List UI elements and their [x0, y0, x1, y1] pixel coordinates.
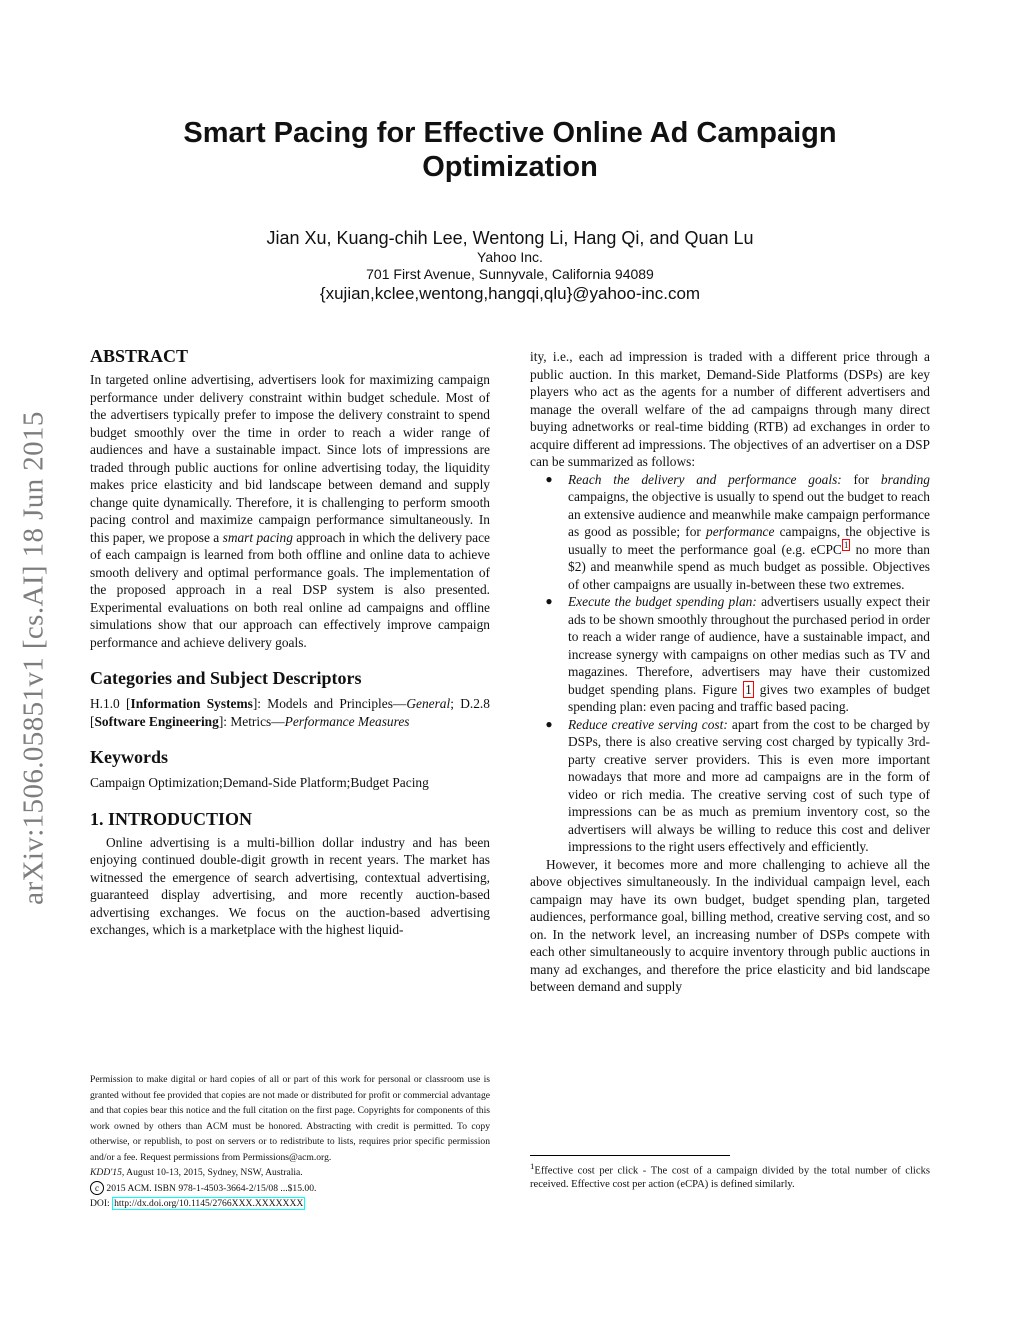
email-list: {xujian,kclee,wentong,hangqi,qlu}@yahoo-inc.com — [319, 284, 701, 303]
arxiv-stamp — [14, 370, 54, 945]
bullet-item: ● Reduce creative serving cost: apart from the cost to be charged by DSPs, there is also creative serving cost charged by typically 3rd-party creative server providers. This is even more important nowadays that more and more ad campaigns are in the form of video or rich media. The creative serving cost of such type of impressions can be as much as premium inventory cost, so the advertisers will always be willing to reduce this cost and deliver impressions to the right users effectively and efficiently. — [530, 716, 930, 856]
categories-text: H.1.0 [Information Systems]: Models and Principles—General; D.2.8 [Software Engineering]: Metrics—Performance Measures — [90, 696, 490, 729]
address: 701 First Avenue, Sunnyvale, California 94089 — [366, 266, 654, 282]
bullet-item: ● Reach the delivery and performance goals: for branding campaigns, the objective is usually to spend out the budget to reach an extensive audience and meanwhile make campaign performance as good as possible; for performance campaigns, the objective is usually to meet the performance goal (e.g. eCPC $^1$ no more than $2) and meanwhile spend as much budget as possible. Objectives of other campaigns are usually in-between these two extremes. — [530, 471, 930, 594]
introduction-text: Online advertising is a multi-billion dollar industry and has been enjoying continued double-digit growth in recent years. The market has witnessed the emergence of search advertising, contextual advertising, guaranteed display advertising, and more recently auction-based advertising exchanges. We focus on the auction-based advertising exchanges, which is a marketplace with the highest liquid- — [90, 834, 490, 937]
footnote-link[interactable]: 1 — [843, 540, 849, 551]
introduction-heading: 1. INTRODUCTION — [90, 808, 253, 829]
footnote-mark: 1 — [530, 1161, 535, 1171]
figure-link[interactable]: 1 — [745, 681, 752, 697]
bullet-icon: ● — [545, 594, 553, 608]
permission-block — [90, 1072, 490, 1212]
doi-line: DOI: http://dx.doi.org/10.1145/2766XXX.XXXXXXX — [90, 1198, 304, 1209]
abstract-text: In targeted online advertising, advertisers look for maximizing campaign performance under delivery constraint within budget schedule. Most of the advertisers typically prefer to impose the delivery constraint to spend budget smoothly over the time in order to reach a wider range of audiences and have a sustainable impact. Since lots of impressions are traded through public auctions for online advertising today, the liquidity makes price elasticity and bid landscape between demand and supply change quite dynamically. Therefore, it is challenging to perform smooth pacing control and maximize campaign performance simultaneously. In this paper, we propose a smart pacing approach in which the delivery pace of each campaign is learned from both offline and online data to achieve smooth delivery and optimal performance goals. The implementation of the proposed approach in a real DSP system is also presented. Experimental evaluations on both real online ad campaigns and offline simulations show that our approach can effectively improve campaign performance and achieve delivery goals. — [90, 372, 490, 650]
footnote-text: Effective cost per click - The cost of a campaign divided by the total number of clicks received. Effective cost per action (eCPA) is defined similarly. — [530, 1165, 930, 1191]
intro-continued-text: ity, i.e., each ad impression is traded with a different price through a public auction. In this market, Demand-Side Platforms (DSPs) are key players who act as the agents for a number of different advertisers and manage the overall welfare of the ad campaigns through many direct buying adnetworks or real-time bidding (RTB) ad exchanges in order to acquire different ad impressions. The objectives of an advertiser on a DSP can be summarized as follows: — [530, 349, 930, 469]
right-column — [530, 348, 930, 996]
body-paragraph: However, it becomes more and more challenging to achieve all the above objectives simultaneously. In the individual campaign level, each campaign may have its own budget, budget spending plan, targeted audiences, performance goal, billing method, creative serving cost, and so on. In the network level, an increasing number of DSPs compete with each other simultaneously to acquire inventory through public auctions in many ad exchanges, and therefore the price elasticity and bid landscape between demand and supply — [530, 856, 930, 994]
copyright-line: c 2015 ACM. ISBN 978-1-4503-3664-2/15/08 ...$15.00. — [90, 1181, 490, 1197]
abstract-heading: ABSTRACT — [90, 346, 189, 366]
arxiv-stamp-text: arXiv:1506.05851v1 [cs.AI] 18 Jun 2015 — [17, 410, 50, 905]
title-line-2: Optimization — [422, 151, 598, 183]
keywords-heading: Keywords — [90, 747, 168, 767]
paper-title — [60, 116, 960, 184]
affiliation: Yahoo Inc. — [477, 249, 543, 265]
categories-heading: Categories and Subject Descriptors — [90, 668, 362, 688]
conference-info: KDD'15, August 10-13, 2015, Sydney, NSW, Australia. — [90, 1167, 303, 1178]
permission-text: Permission to make digital or hard copies of all or part of this work for personal or classroom use is granted without fee provided that copies are not made or distributed for profit or commercial advantage and that copies bear this notice and the full citation on the first page. Copyrights for components of this work owned by others than ACM must be honored. Abstracting with credit is permitted. To copy otherwise, or republish, to post on servers or to redistribute to lists, requires prior specific permission and/or a fee. Request permissions from Permissions@acm.org. — [90, 1074, 490, 1163]
bullet-icon: ● — [545, 471, 553, 486]
bullet-item: ● Execute the budget spending plan: advertisers usually expect their ads to be shown smoothly throughout the purchased period in order to reach a wider range of audience, have a sustainable impact, and increase synergy with campaigns on other medias such as TV and magazines. Therefore, advertisers may have their customized budget spending plans. Figure 1 gives two examples of budget spending plan: even pacing and traffic based pacing. — [530, 593, 930, 716]
left-column — [90, 345, 490, 939]
bullet-icon: ● — [545, 716, 553, 731]
title-line-1: Smart Pacing for Effective Online Ad Campaign — [183, 117, 837, 149]
footnote — [530, 1160, 930, 1192]
doi-link[interactable]: http://dx.doi.org/10.1145/2766XXX.XXXXXXX — [114, 1198, 304, 1209]
keywords-text: Campaign Optimization;Demand-Side Platform;Budget Pacing — [90, 775, 429, 790]
footnote-rule — [530, 1155, 730, 1156]
copyright-icon: c — [90, 1181, 104, 1195]
author-list: Jian Xu, Kuang-chih Lee, Wentong Li, Hang Qi, and Quan Lu — [266, 228, 754, 248]
abstract-emphasis: smart pacing — [222, 529, 293, 545]
